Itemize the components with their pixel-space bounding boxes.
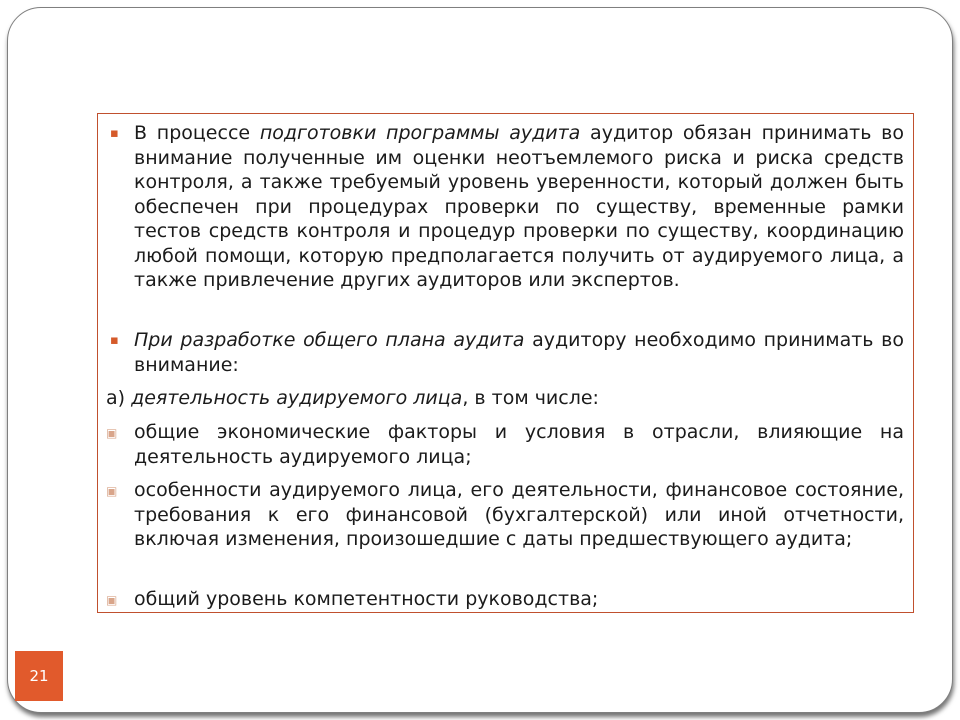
paragraph-economic-factors (134, 420, 904, 469)
paragraph-entity-features (134, 478, 904, 552)
slide-number: 21 (15, 651, 63, 701)
text-run: общие экономические факторы и условия в отрасли, влияющие на деятельность аудируемого лица; (134, 421, 904, 468)
emphasis-text: подготовки программы аудита (259, 122, 581, 144)
paragraph-audit-program (134, 121, 904, 293)
bullet-marker: ▪ (110, 333, 119, 348)
content-box (97, 113, 914, 613)
sub-bullet-marker: ▣ (106, 484, 118, 498)
text-run: аудитору необходимо принимать во внимание: (134, 329, 904, 376)
text-run: особенности аудируемого лица, его деятельности, финансовое состояние, требования к его финансовой (бухгалтерской) или иной отчетности, включая изменения, произошедшие с даты предшествующего аудита; (134, 479, 904, 550)
emphasis-text: При разработке общего плана аудита (134, 329, 525, 351)
paragraph-activity (106, 386, 904, 411)
emphasis-text: деятельность аудируемого лица (131, 387, 463, 409)
text-run: общий уровень компетентности руководства; (134, 588, 599, 610)
text-run: а) (106, 387, 132, 409)
paragraph-competence (134, 587, 904, 612)
text-run: , в том числе: (462, 387, 599, 409)
sub-bullet-marker: ▣ (106, 426, 118, 440)
text-run: аудитор обязан принимать во внимание полученные им оценки неотъемлемого риска и риска средств контроля, а также требуемый уровень уверенности, который должен быть обеспечен при процедурах проверки по существу, временные рамки тестов средств контроля и процедур проверки по существу, координацию любой помощи, которую предполагается получить от аудируемого лица, а также привлечение других аудиторов или экспертов. (134, 122, 904, 291)
bullet-marker: ▪ (110, 126, 119, 141)
paragraph-general-plan (134, 328, 904, 377)
sub-bullet-marker: ▣ (106, 593, 118, 607)
text-run: В процессе (134, 122, 260, 144)
